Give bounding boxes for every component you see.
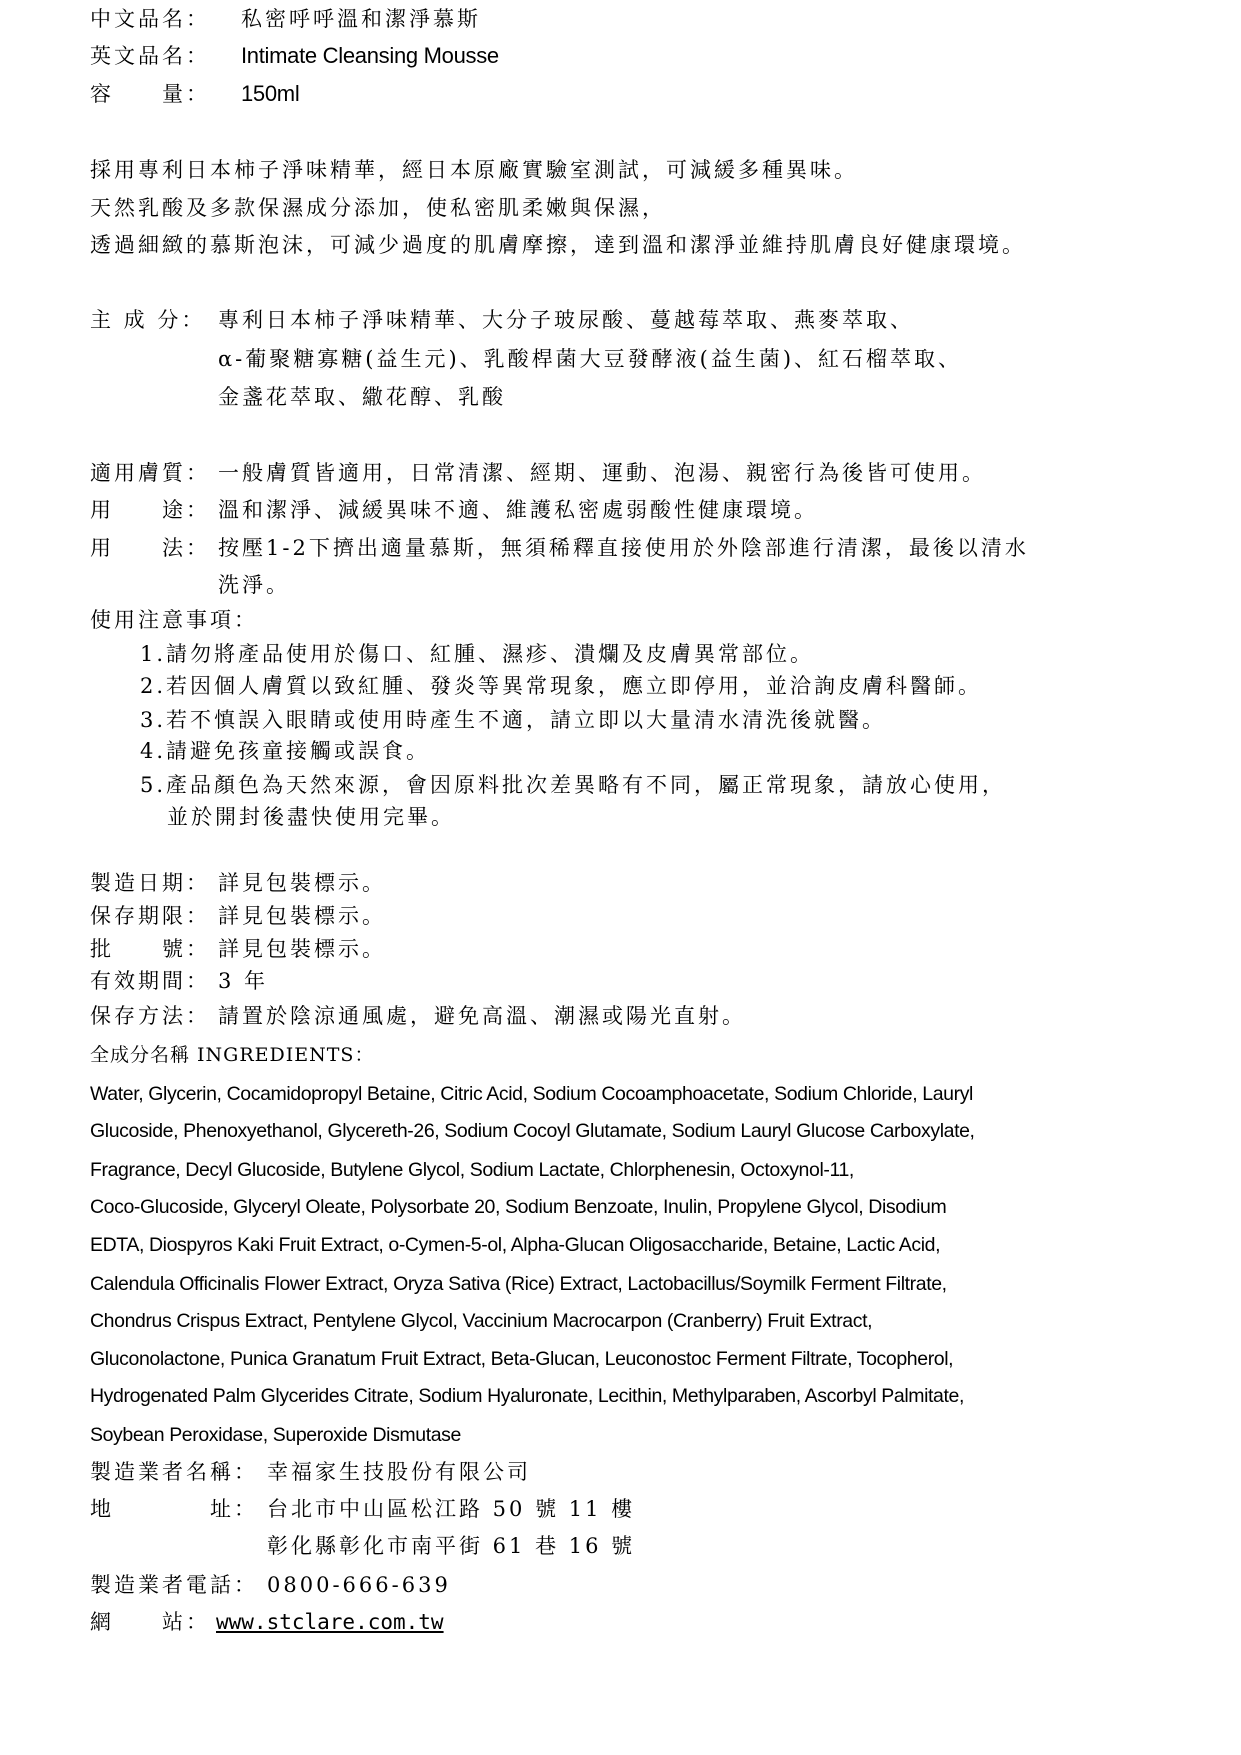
intro-line: 天然乳酸及多款保濕成分添加，使私密肌柔嫩與保濕， [90,196,666,220]
precaution-item: 2.若因個人膚質以致紅腫、發炎等異常現象，應立即停用，並洽詢皮膚科醫師。 [140,674,983,698]
ingredients-line: Chondrus Crispus Extract, Pentylene Glycol, Vaccinium Macrocarpon (Cranberry) Fruit Extract, [90,1310,873,1332]
website-link[interactable]: www.stclare.com.tw [216,1610,444,1634]
main-ingredients-label: 主 成 分： [90,308,206,332]
mfg-date-label: 製造日期： [90,871,210,895]
skin-type: 一般膚質皆適用，日常清潔、經期、運動、泡湯、親密行為後皆可使用。 [218,461,986,485]
address-line: 彰化縣彰化市南平街 61 巷 16 號 [267,1534,636,1558]
phone: 0800-666-639 [267,1573,451,1597]
storage: 請置於陰涼通風處，避免高溫、潮濕或陽光直射。 [218,1004,746,1028]
expiry-label: 保存期限： [90,904,210,928]
shelf-life: 3 年 [218,969,269,993]
volume: 150ml [241,81,300,106]
method-label: 用 法： [90,536,210,560]
address-line: 台北市中山區松江路 50 號 11 樓 [267,1497,636,1521]
main-ingredients-line: α-葡聚糖寡糖(益生元)、乳酸桿菌大豆發酵液(益生菌)、紅石榴萃取、 [218,347,963,371]
ingredients-line: Coco-Glucoside, Glyceryl Oleate, Polysorbate 20, Sodium Benzoate, Inulin, Propylene Glycol, Disodium [90,1196,947,1218]
expiry: 詳見包裝標示。 [218,904,386,928]
ingredients-line: Gluconolactone, Punica Granatum Fruit Extract, Beta-Glucan, Leuconostoc Ferment Filtrate, Tocopherol, [90,1348,954,1370]
zh-name-label: 中文品名： [90,7,210,31]
en-name-label: 英文品名： [90,44,210,68]
precaution-item: 1.請勿將產品使用於傷口、紅腫、濕疹、潰爛及皮膚異常部位。 [140,642,815,666]
en-name: Intimate Cleansing Mousse [241,43,499,68]
precaution-item: 4.請避免孩童接觸或誤食。 [140,739,431,763]
ingredients-line: Hydrogenated Palm Glycerides Citrate, Sodium Hyaluronate, Lecithin, Methylparaben, Ascorbyl Palmitate, [90,1385,964,1407]
precaution-item-continued: 並於開封後盡快使用完畢。 [167,805,455,829]
ingredients-line: Soybean Peroxidase, Superoxide Dismutase [90,1424,461,1446]
shelf-life-label: 有效期間： [90,969,210,993]
batch: 詳見包裝標示。 [218,937,386,961]
usage: 溫和潔淨、減緩異味不適、維護私密處弱酸性健康環境。 [218,498,818,522]
manufacturer-name: 幸福家生技股份有限公司 [267,1460,531,1484]
ingredients-line: Fragrance, Decyl Glucoside, Butylene Glycol, Sodium Lactate, Chlorphenesin, Octoxynol-11, [90,1159,854,1181]
intro-line: 採用專利日本柿子淨味精華，經日本原廠實驗室測試，可減緩多種異味。 [90,158,858,182]
main-ingredients-line: 專利日本柿子淨味精華、大分子玻尿酸、蔓越莓萃取、燕麥萃取、 [218,308,914,332]
method-line: 洗淨。 [218,573,290,597]
mfg-date: 詳見包裝標示。 [218,871,386,895]
skin-type-label: 適用膚質： [90,461,210,485]
address-label: 地 址： [90,1497,258,1521]
ingredients-line: Water, Glycerin, Cocamidopropyl Betaine, Citric Acid, Sodium Cocoamphoacetate, Sodium Chloride, Lauryl [90,1083,973,1105]
precautions-label: 使用注意事項： [90,608,258,632]
ingredients-line: Glucoside, Phenoxyethanol, Glycereth-26, Sodium Cocoyl Glutamate, Sodium Lauryl Glucose Carboxylate, [90,1120,975,1142]
storage-label: 保存方法： [90,1004,210,1028]
manufacturer-label: 製造業者名稱： [90,1460,258,1484]
ingredients-line: Calendula Officinalis Flower Extract, Oryza Sativa (Rice) Extract, Lactobacillus/Soymilk Ferment Filtrate, [90,1273,947,1295]
intro-line: 透過細緻的慕斯泡沫，可減少過度的肌膚摩擦，達到溫和潔淨並維持肌膚良好健康環境。 [90,233,1026,257]
precaution-item: 5.產品顏色為天然來源，會因原料批次差異略有不同，屬正常現象，請放心使用， [140,773,1007,797]
method-line: 按壓1-2下擠出適量慕斯，無須稀釋直接使用於外陰部進行清潔，最後以清水 [218,536,1029,560]
precaution-item: 3.若不慎誤入眼睛或使用時產生不適，請立即以大量清水清洗後就醫。 [140,708,887,732]
ingredients-line: EDTA, Diospyros Kaki Fruit Extract, o-Cymen-5-ol, Alpha-Glucan Oligosaccharide, Betaine, Lactic Acid, [90,1234,941,1256]
zh-name: 私密呼呼溫和潔淨慕斯 [241,7,481,31]
main-ingredients-line: 金盞花萃取、繖花醇、乳酸 [218,385,506,409]
phone-label: 製造業者電話： [90,1573,258,1597]
usage-label: 用 途： [90,498,210,522]
batch-label: 批 號： [90,937,210,961]
website-label: 網 站： [90,1610,210,1634]
volume-label: 容 量： [90,82,210,106]
ingredients-label: 全成分名稱 INGREDIENTS： [90,1044,375,1066]
